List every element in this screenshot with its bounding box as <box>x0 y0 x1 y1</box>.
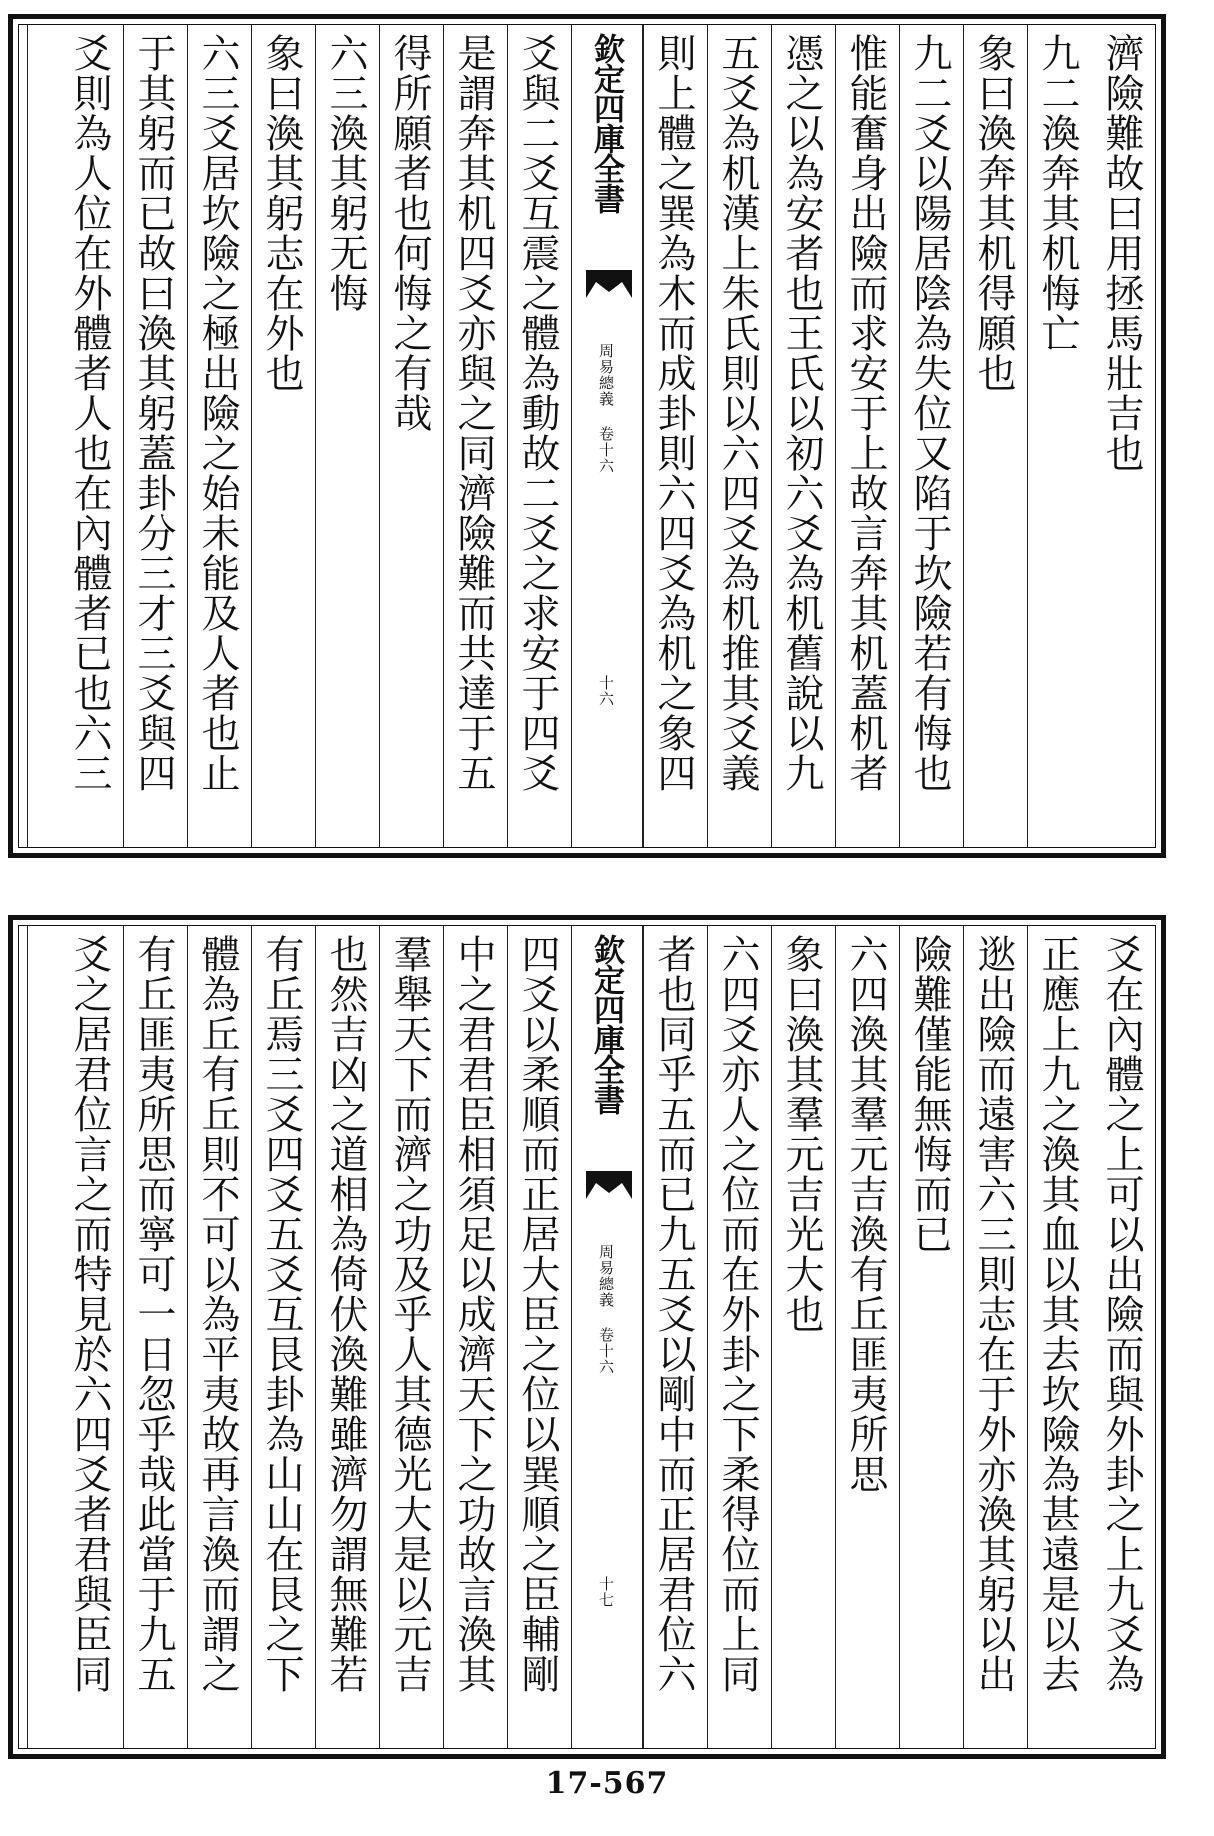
center-gutter <box>571 926 643 1748</box>
text-column: 于其躬而已故曰渙其躬蓋卦分三才三爻與四 <box>123 25 187 847</box>
leaf-number: 十六 <box>597 675 615 707</box>
text-column: 象曰渙奔其机得願也 <box>963 25 1027 847</box>
book-name: 周易總義 <box>597 1244 615 1308</box>
text-column: 體為丘有丘則不可以為平夷故再言渙而謂之 <box>187 926 251 1748</box>
text-column: 者也同乎五而已九五爻以剛中而正居君位六 <box>643 926 707 1748</box>
text-column: 四爻以柔順而正居大臣之位以巽順之臣輔剛 <box>507 926 571 1748</box>
text-column: 六三爻居坎險之極出險之始未能及人者也止 <box>187 25 251 847</box>
text-column: 五爻為机漢上朱氏則以六四爻為机推其爻義 <box>707 25 771 847</box>
text-column: 爻則為人位在外體者人也在內體者已也六三 <box>27 25 123 847</box>
book-name: 周易總義 <box>597 343 615 407</box>
fish-tail-mark-icon <box>586 270 632 298</box>
text-column: 惟能奮身出險而求安于上故言奔其机蓋机者 <box>835 25 899 847</box>
book-series-title: 欽定四庫全書 <box>588 33 624 213</box>
top-page-frame <box>18 24 1156 848</box>
bottom-page-frame <box>18 925 1156 1749</box>
volume-number: 卷十六 <box>597 1327 615 1375</box>
leaf-number: 十七 <box>597 1576 615 1608</box>
text-column: 六三渙其躬无悔 <box>315 25 379 847</box>
text-column: 憑之以為安者也王氏以初六爻為机舊說以九 <box>771 25 835 847</box>
text-column: 九二爻以陽居陰為失位又陷于坎險若有悔也 <box>899 25 963 847</box>
fish-tail-mark-icon <box>586 1171 632 1199</box>
text-column: 爻在內體之上可以出險而與外卦之上九爻為 <box>1099 934 1144 1694</box>
volume-number: 卷十六 <box>597 426 615 474</box>
text-column: 險難僅能無悔而已 <box>899 926 963 1748</box>
text-column: 中之君君臣相須足以成濟天下之功故言渙其 <box>443 926 507 1748</box>
text-column: 濟險難故曰用拯馬壯吉也 <box>1099 33 1144 473</box>
text-column: 象曰渙其躬志在外也 <box>251 25 315 847</box>
text-column: 有丘焉三爻四爻五爻互艮卦為山山在艮之下 <box>251 926 315 1748</box>
top-page <box>8 14 1166 858</box>
text-column: 六四爻亦人之位而在外卦之下柔得位而上同 <box>707 926 771 1748</box>
text-column: 得所願者也何悔之有哉 <box>379 25 443 847</box>
text-column: 則上體之巽為木而成卦則六四爻為机之象四 <box>643 25 707 847</box>
page-number: 17-567 <box>545 1766 669 1801</box>
text-column: 象曰渙其羣元吉光大也 <box>771 926 835 1748</box>
center-gutter <box>571 25 643 847</box>
text-column: 六四渙其羣元吉渙有丘匪夷所思 <box>835 926 899 1748</box>
bottom-page <box>8 915 1166 1759</box>
book-series-title: 欽定四庫全書 <box>588 934 624 1114</box>
text-column: 是謂奔其机四爻亦與之同濟險難而共達于五 <box>443 25 507 847</box>
text-column: 爻之居君位言之而特見於六四爻者君與臣同 <box>27 926 123 1748</box>
text-column: 有丘匪夷所思而寧可一日忽乎哉此當于九五 <box>123 926 187 1748</box>
text-column: 爻與二爻互震之體為動故二爻之求安于四爻 <box>507 25 571 847</box>
text-column: 正應上九之渙其血以其去坎險為甚遠是以去 <box>1027 926 1091 1748</box>
text-column: 羣舉天下而濟之功及乎人其德光大是以元吉 <box>379 926 443 1748</box>
text-column: 逖出險而遠害六三則志在于外亦渙其躬以出 <box>963 926 1027 1748</box>
text-column: 也然吉凶之道相為倚伏渙難雖濟勿謂無難若 <box>315 926 379 1748</box>
text-column: 九二渙奔其机悔亡 <box>1027 25 1091 847</box>
